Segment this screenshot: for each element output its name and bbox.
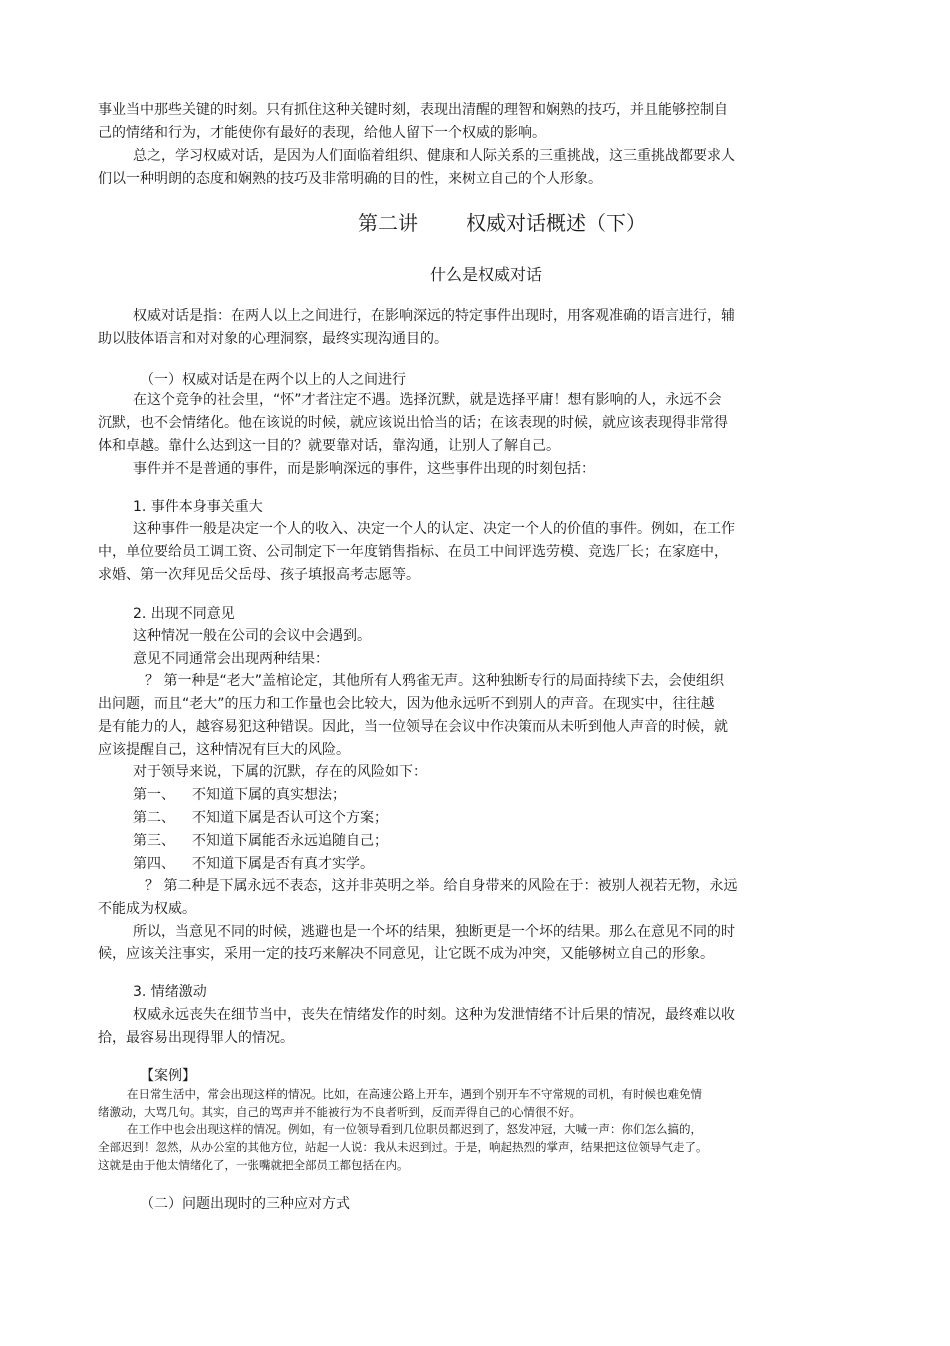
case-line-5: 这就是由于他太情绪化了，一张嘴就把全部员工都包括在内。: [98, 1158, 409, 1172]
intro-line-4: 们以一种明朗的态度和娴熟的技巧及非常明确的目的性，来树立自己的个人形象。: [98, 171, 602, 187]
intro-line-2: 己的情绪和行为，才能使你有最好的表现，给他人留下一个权威的影响。: [98, 125, 546, 141]
chapter-title: 权威对话概述（下）: [466, 211, 646, 235]
section-title: 什么是权威对话: [430, 265, 543, 284]
chapter-number: 第二讲: [358, 211, 418, 235]
intro-line-1: 事业当中那些关键的时刻。只有抓住这种关键时刻，表现出清醒的理智和娴熟的技巧，并且能够控制自: [98, 102, 728, 118]
item2-line-2: 意见不同通常会出现两种结果：: [133, 651, 329, 667]
part1-line-1: 在这个竞争的社会里，“怀”才者注定不遇。选择沉默，就是选择平庸！想有影响的人，永远不会: [133, 392, 722, 408]
item2-heading: 2. 出现不同意见: [133, 606, 235, 622]
item2-line-11: 候，应该关注事实，采用一定的技巧来解决不同意见，让它既不成为冲突，又能够树立自己的形象。: [98, 946, 714, 962]
item2-line-8: ？ 第二种是下属永远不表态，这并非英明之举。给自身带来的风险在于：被别人视若无物，永远: [145, 878, 738, 894]
risk-number: 第三、: [133, 833, 175, 849]
definition-line-2: 助以肢体语言和对对象的心理洞察，最终实现沟通目的。: [98, 331, 448, 347]
item1-line-3: 求婚、第一次拜见岳父岳母、孩子填报高考志愿等。: [98, 567, 420, 583]
item2-line-1: 这种情况一般在公司的会议中会遇到。: [133, 628, 371, 644]
risk-number: 第二、: [133, 810, 175, 826]
item3-line-2: 拾，最容易出现得罪人的情况。: [98, 1030, 294, 1046]
risk-number: 第四、: [133, 856, 175, 872]
case-line-3: 在工作中也会出现这样的情况。例如，有一位领导看到几位职员都迟到了，怒发冲冠，大喊一声：你们怎么搞的，: [127, 1122, 702, 1136]
item2-line-3: ？ 第一种是“老大”盖棺论定，其他所有人鸦雀无声。这种独断专行的局面持续下去，会使组织: [145, 673, 724, 689]
item3-line-1: 权威永远丧失在细节当中，丧失在情绪发作的时刻。这种为发泄情绪不计后果的情况，最终难以收: [133, 1007, 735, 1023]
item3-heading: 3. 情绪激动: [133, 984, 207, 1000]
case-line-1: 在日常生活中，常会出现这样的情况。比如，在高速公路上开车，遇到个别开车不守常规的司机，有时候也难免情: [127, 1087, 702, 1101]
item1-heading: 1. 事件本身事关重大: [133, 499, 263, 515]
risk-text: 不知道下属是否认可这个方案；: [192, 810, 388, 826]
item2-line-6: 应该提醒自己，这种情况有巨大的风险。: [98, 742, 350, 758]
item2-line-9: 不能成为权威。: [98, 901, 196, 917]
item2-line-7: 对于领导来说，下属的沉默，存在的风险如下：: [133, 764, 427, 780]
risk-text: 不知道下属能否永远追随自己；: [192, 833, 388, 849]
part1-line-4: 事件并不是普通的事件，而是影响深远的事件，这些事件出现的时刻包括：: [133, 461, 595, 477]
definition-line-1: 权威对话是指：在两人以上之间进行，在影响深远的特定事件出现时，用客观准确的语言进行，辅: [133, 308, 735, 324]
part1-line-3: 体和卓越。靠什么达到这一目的？就要靠对话，靠沟通，让别人了解自己。: [98, 438, 560, 454]
part1-line-2: 沉默，也不会情绪化。他在该说的时候，就应该说出恰当的话；在该表现的时候，就应该表现得非常得: [98, 415, 728, 431]
case-line-4: 全部迟到！忽然，从办公室的其他方位，站起一人说：我从未迟到过。于是，响起热烈的掌声，结果把这位领导气走了。: [98, 1140, 708, 1154]
item2-line-5: 是有能力的人，越容易犯这种错误。因此，当一位领导在会议中作决策而从未听到他人声音的时候，就: [98, 719, 728, 735]
risk-text: 不知道下属是否有真才实学。: [192, 856, 374, 872]
risk-number: 第一、: [133, 787, 175, 803]
item2-line-4: 出问题，而且“老大”的压力和工作量也会比较大，因为他永远听不到别人的声音。在现实中，往往越: [98, 696, 715, 712]
part1-heading: （一）权威对话是在两个以上的人之间进行: [140, 372, 406, 388]
item1-line-1: 这种事件一般是决定一个人的收入、决定一个人的认定、决定一个人的价值的事件。例如，在工作: [133, 521, 735, 537]
risk-text: 不知道下属的真实想法；: [192, 787, 346, 803]
intro-line-3: 总之，学习权威对话，是因为人们面临着组织、健康和人际关系的三重挑战，这三重挑战都要求人: [133, 148, 735, 164]
item2-line-10: 所以，当意见不同的时候，逃避也是一个坏的结果，独断更是一个坏的结果。那么在意见不同的时: [133, 924, 735, 940]
case-line-2: 绪激动，大骂几句。其实，自己的骂声并不能被行为不良者听到，反而弄得自己的心情很不好。: [98, 1105, 581, 1119]
item1-line-2: 中，单位要给员工调工资、公司制定下一年度销售指标、在员工中间评选劳模、竞选厂长；在家庭中，: [98, 544, 728, 560]
part2-heading: （二）问题出现时的三种应对方式: [140, 1196, 350, 1212]
case-label: 【案例】: [140, 1068, 196, 1084]
